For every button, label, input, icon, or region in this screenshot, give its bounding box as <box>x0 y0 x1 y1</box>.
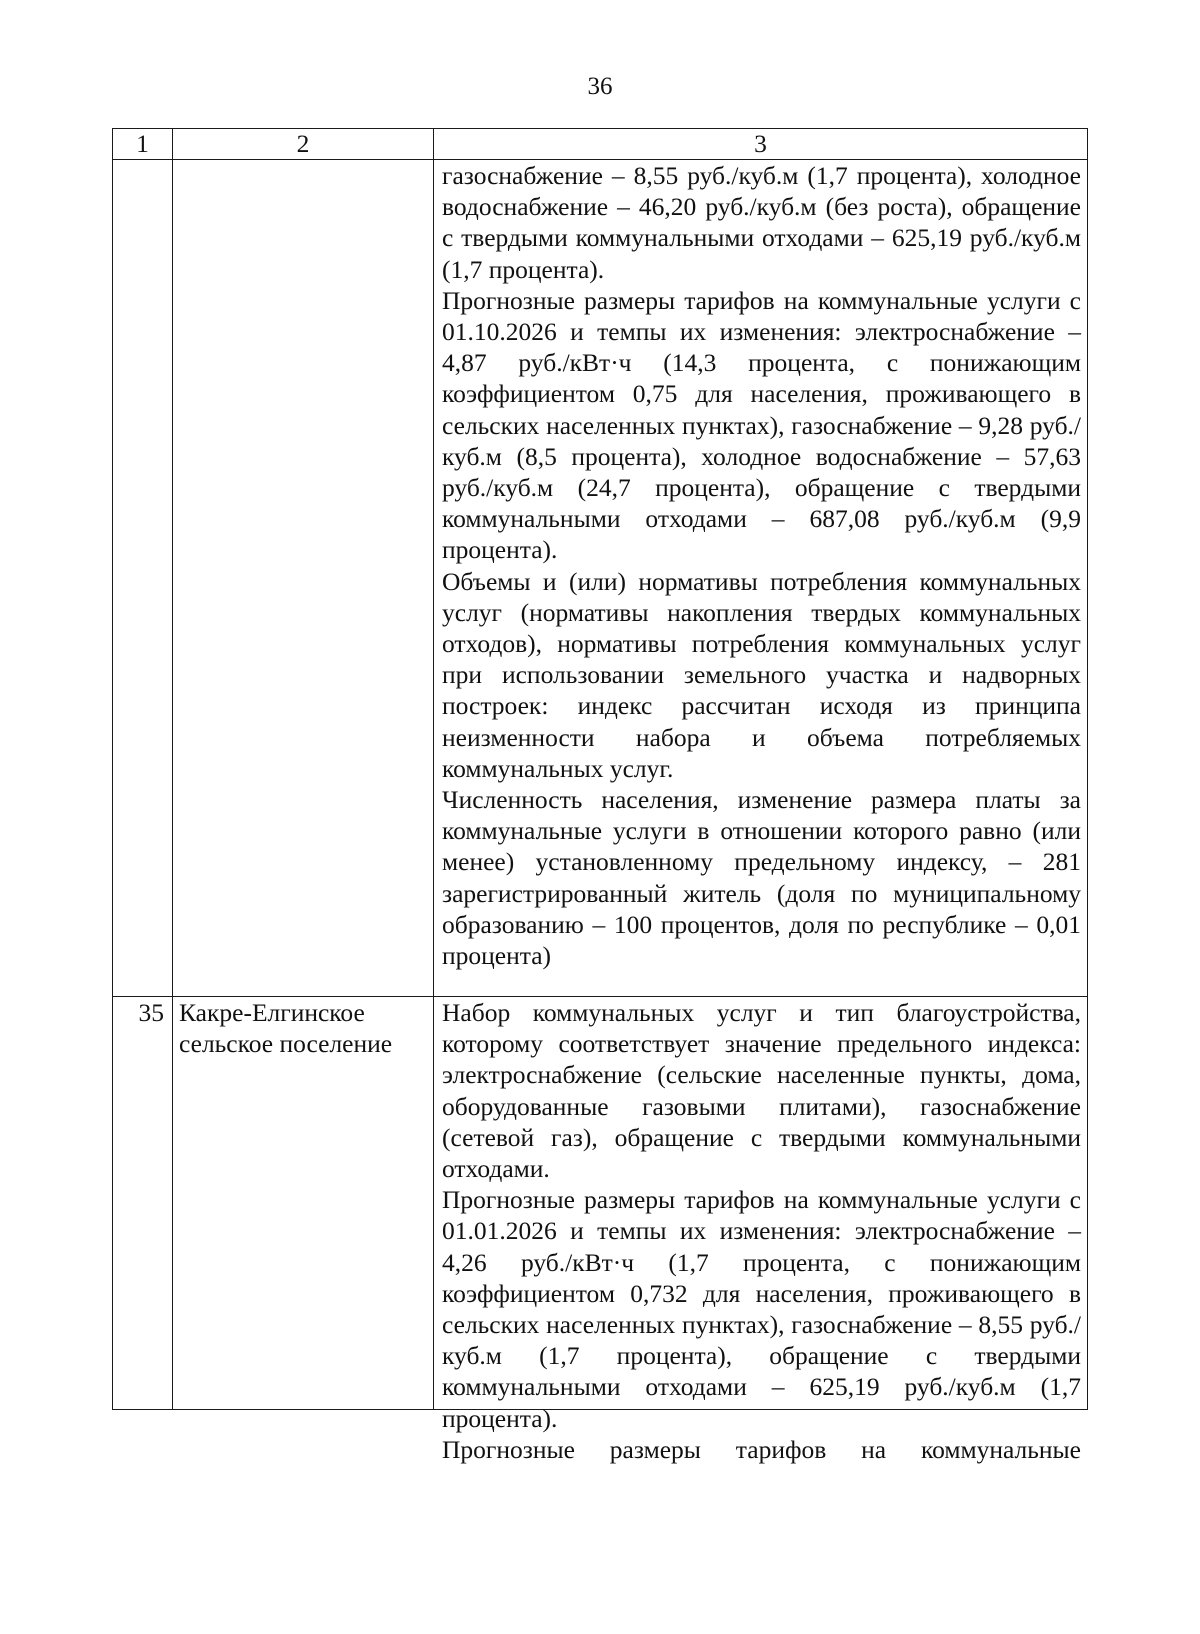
header-col-1: 1 <box>113 129 173 160</box>
row-number <box>113 160 173 997</box>
description-paragraph: газоснабжение – 8,55 руб./куб.м (1,7 процента), холодное водоснабжение – 46,20 руб./куб.м (без роста), обращение с твердыми коммунальными отходами – 625,19 руб./куб.м (1,7 процента). <box>442 161 1081 284</box>
table-header-row <box>113 129 1088 160</box>
description-paragraph: Численность населения, изменение размера платы за коммунальные услуги в отношении которого равно (или менее) установленному предельному индексу, – 281 зарегистрированный житель (доля по муниципальному образованию – 100 процентов, доля по республике – 0,01 процента) <box>442 785 1081 971</box>
description-paragraph: Прогнозные размеры тарифов на коммунальные услуги с 01.01.2026 и темпы их изменения: электроснабжение – 4,26 руб./кВт·ч (1,7 процента, с понижающим коэффициентом 0,732 для населения, проживающего в сельских населенных пунктах), газоснабжение – 8,55 руб./куб.м (1,7 процента), обращение с твердыми коммунальными отходами – 625,19 руб./куб.м (1,7 процента). <box>442 1185 1081 1433</box>
table-row <box>113 997 1088 1410</box>
row-description <box>434 997 1088 1464</box>
description-paragraph: Прогнозные размеры тарифов на коммунальные услуги с 01.10.2026 и темпы их изменения: электроснабжение – 4,87 руб./кВт·ч (14,3 процента, с понижающим коэффициентом 0,75 для населения, проживающего в сельских населенных пунктах), газоснабжение – 9,28 руб./куб.м (8,5 процента), холодное водоснабжение – 57,63 руб./куб.м (24,7 процента), обращение с твердыми коммунальными отходами – 687,08 руб./куб.м (9,9 процента). <box>442 285 1081 565</box>
row-number: 35 <box>113 997 173 1410</box>
description-paragraph: Прогнозные размеры тарифов на коммунальные <box>442 1434 1081 1464</box>
page-number: 36 <box>587 73 613 100</box>
header-col-2: 2 <box>173 129 434 160</box>
table-row <box>113 160 1088 997</box>
row-municipality-name: Какре-Елгинское сельское поселение <box>173 997 434 1410</box>
description-paragraph: Набор коммунальных услуг и тип благоустройства, которому соответствует значение предельного индекса: электроснабжение (сельские населенные пункты, дома, оборудованные газовыми плитами), газоснабжение (сетевой газ), обращение с твердыми коммунальными отходами. <box>442 998 1081 1184</box>
row-description <box>434 160 1088 997</box>
description-paragraph: Объемы и (или) нормативы потребления коммунальных услуг (нормативы накопления твердых коммунальных отходов), нормативы потребления коммунальных услуг при использовании земельного участка и надворных построек: индекс рассчитан исходя из принципа неизменности набора и объема потребляемых коммунальных услуг. <box>442 566 1081 783</box>
header-col-3: 3 <box>434 129 1088 160</box>
tariff-table <box>112 128 1088 1464</box>
row-municipality-name <box>173 160 434 997</box>
